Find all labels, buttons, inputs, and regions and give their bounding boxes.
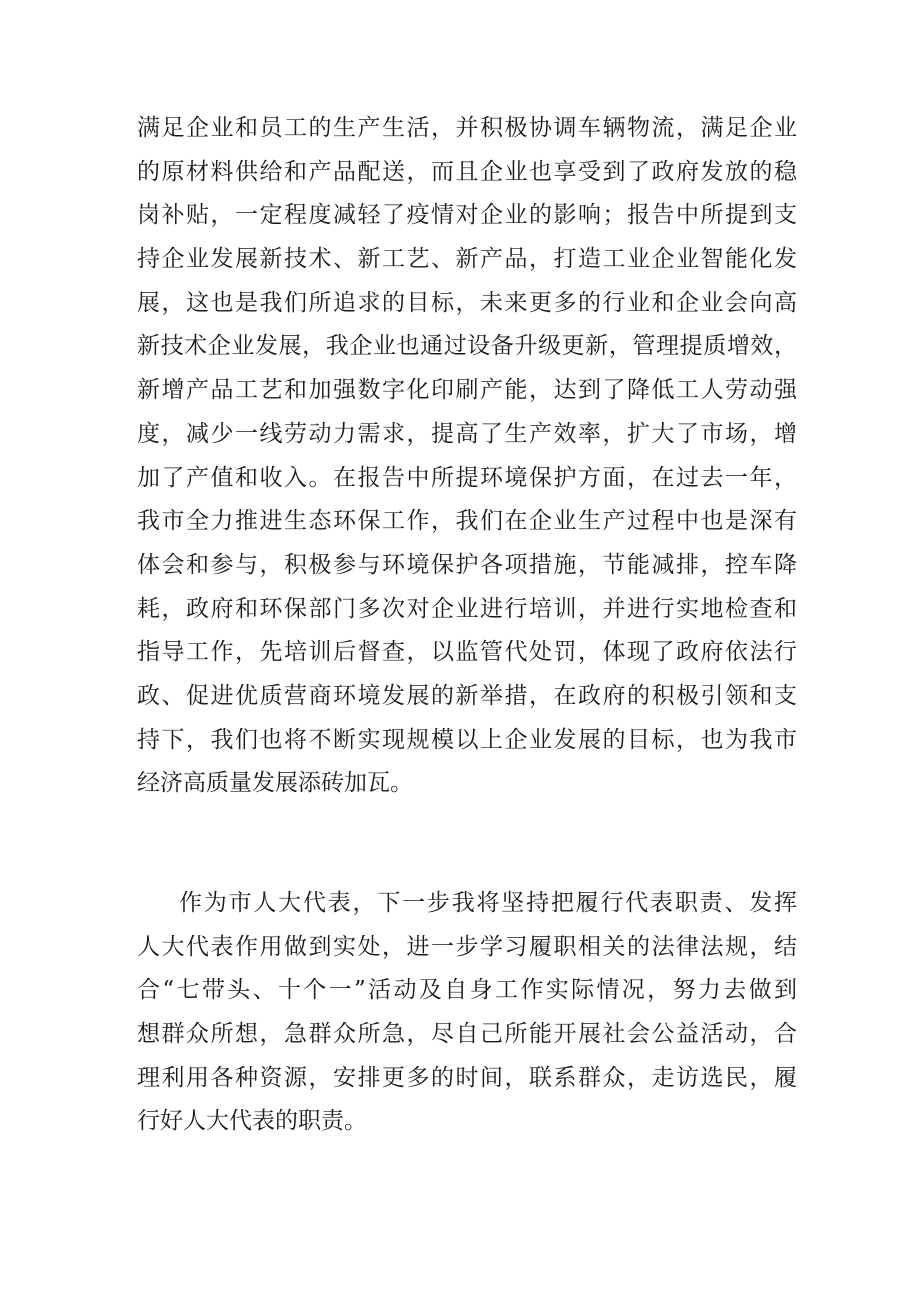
paragraph-line: 人大代表作用做到实处，进一步学习履职相关的法律法规，结 bbox=[137, 933, 797, 960]
paragraph-line: 满足企业和员工的生产生活，并积极协调车辆物流，满足企业 bbox=[137, 115, 797, 141]
paragraph-line: 体会和参与，积极参与环境保护各项措施，节能减排，控车降 bbox=[137, 551, 797, 578]
paragraph-line: 新增产品工艺和加强数字化印刷产能，达到了降低工人劳动强 bbox=[137, 377, 797, 404]
paragraph-line: 度，减少一线劳动力需求，提高了生产效率，扩大了市场，增 bbox=[137, 420, 797, 447]
paragraph-line: 行好人大代表的职责。 bbox=[137, 1108, 367, 1135]
paragraph-line: 加了产值和收入。在报告中所提环境保护方面，在过去一年， bbox=[137, 464, 797, 491]
paragraph-line: 耗，政府和环保部门多次对企业进行培训，并进行实地检查和 bbox=[137, 595, 797, 622]
paragraph-line: 政、促进优质营商环境发展的新举措，在政府的积极引领和支 bbox=[137, 682, 797, 709]
paragraph-line: 我市全力推进生态环保工作，我们在企业生产过程中也是深有 bbox=[137, 508, 797, 535]
paragraph-line: 想群众所想，急群众所急，尽自己所能开展社会公益活动，合 bbox=[137, 1021, 797, 1048]
paragraph-line: 合“七带头、十个一”活动及自身工作实际情况，努力去做到 bbox=[137, 977, 797, 1004]
paragraph-line: 持下，我们也将不断实现规模以上企业发展的目标，也为我市 bbox=[137, 726, 797, 753]
body-paragraph-2 bbox=[137, 882, 797, 1144]
paragraph-line: 经济高质量发展添砖加瓦。 bbox=[137, 770, 413, 797]
paragraph-line: 的原材料供给和产品配送，而且企业也享受到了政府发放的稳 bbox=[137, 158, 797, 185]
paragraph-line: 持企业发展新技术、新工艺、新产品，打造工业企业智能化发 bbox=[137, 246, 797, 273]
paragraph-line: 新技术企业发展，我企业也通过设备升级更新，管理提质增效， bbox=[137, 333, 797, 360]
paragraph-line: 展，这也是我们所追求的目标，未来更多的行业和企业会向高 bbox=[137, 289, 797, 316]
body-paragraph-1 bbox=[137, 107, 797, 806]
paragraph-line: 作为市人大代表，下一步我将坚持把履行代表职责、发挥 bbox=[179, 890, 797, 916]
paragraph-line: 岗补贴，一定程度减轻了疫情对企业的影响；报告中所提到支 bbox=[137, 202, 797, 229]
paragraph-line: 理利用各种资源，安排更多的时间，联系群众，走访选民，履 bbox=[137, 1064, 797, 1091]
paragraph-line: 指导工作，先培训后督查，以监管代处罚，体现了政府依法行 bbox=[137, 639, 797, 666]
